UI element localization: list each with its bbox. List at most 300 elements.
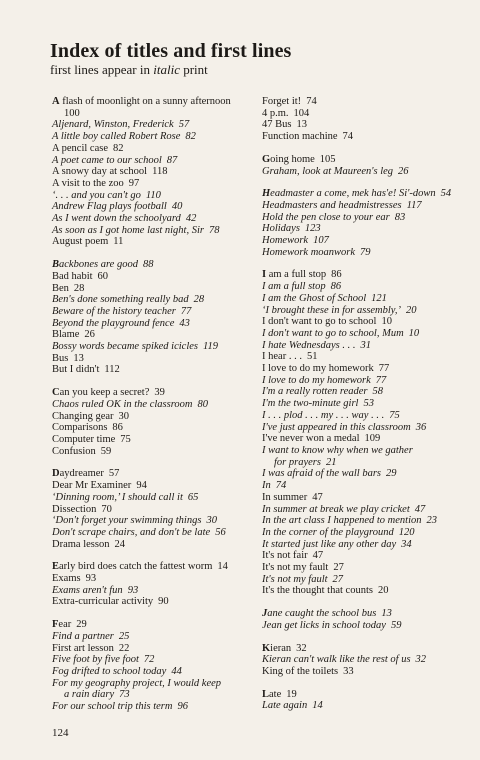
entry-title: Changing gear [52, 410, 114, 422]
entry-title: In summer at break we play cricket [262, 503, 410, 515]
subtitle-end: print [179, 62, 208, 77]
index-entry [262, 200, 472, 212]
entry-title: Find a partner [52, 630, 114, 642]
section-letter: K [262, 642, 271, 654]
entry-title: It's not my fault [262, 573, 328, 585]
index-entry [52, 259, 252, 271]
entry-page-number: 40 [171, 201, 183, 213]
entry-page-number: 88 [142, 259, 154, 271]
index-entry [52, 271, 252, 283]
index-entry [262, 585, 472, 597]
entry-title: I am the Ghost of School [262, 292, 367, 304]
index-entry [262, 574, 472, 586]
entry-title: Aljenard, Winston, Frederick [52, 119, 174, 131]
entry-page-number: 32 [296, 642, 307, 654]
index-entry [262, 562, 472, 574]
entry-title: I . . . plod . . . my . . . way . . . [262, 409, 385, 421]
entry-page-number: 20 [377, 585, 389, 597]
index-entry [52, 504, 252, 516]
index-entry [262, 504, 472, 516]
entry-page-number: 105 [319, 153, 336, 165]
entry-title: I want to know why when we gather [262, 444, 413, 456]
entry-title: ackbones are good [59, 259, 138, 271]
entry-title: 47 Bus [262, 119, 292, 131]
entry-page-number: 28 [193, 294, 205, 306]
index-entry [52, 294, 252, 306]
entry-page-number: 77 [378, 363, 390, 375]
index-entry [262, 654, 472, 666]
entry-page-number: 60 [97, 270, 109, 282]
entry-page-number: 74 [342, 131, 354, 143]
index-entry [262, 410, 472, 422]
entry-page-number: 121 [371, 292, 387, 304]
entry-title: As I went down the schoolyard [52, 213, 181, 225]
entry-title: Drama lesson [52, 538, 110, 550]
entry-title: Andrew Flag plays football [52, 201, 167, 213]
section-letter: B [52, 259, 60, 271]
entry-continuation [52, 689, 252, 701]
index-entry [52, 213, 252, 225]
entry-page-number: 57 [178, 119, 190, 131]
index-entry [52, 643, 252, 655]
entry-page-number: 78 [208, 224, 220, 236]
section-gap [52, 550, 252, 561]
index-entry [262, 492, 472, 504]
entry-page-number: 117 [406, 199, 422, 211]
entry-page-number: 30 [206, 515, 217, 527]
entry-title: But I didn't [52, 364, 100, 376]
entry-page-number: 14 [312, 700, 323, 712]
index-entry [52, 201, 252, 213]
index-entry [52, 364, 252, 376]
entry-title: eadmaster a come, mek has'e! Si'-down [270, 188, 436, 200]
entry-title: A visit to the zoo [52, 177, 124, 189]
index-entry [52, 411, 252, 423]
entry-title: A snowy day at school [52, 166, 148, 178]
entry-page-number: 56 [215, 526, 226, 538]
entry-title: Jean get licks in school today [262, 619, 386, 631]
section-gap [52, 376, 252, 387]
entry-title: ane caught the school bus [267, 608, 377, 620]
entry-title: I'm the two-minute girl [262, 398, 359, 410]
index-entry [262, 515, 472, 527]
index-entry [52, 468, 252, 480]
entry-page-number: 53 [363, 398, 374, 410]
entry-page-number: 24 [114, 538, 125, 550]
index-entry [52, 119, 252, 131]
entry-title: I love to do my homework [262, 363, 374, 375]
entry-page-number: 22 [118, 642, 130, 654]
entry-title: Late again [262, 700, 308, 712]
index-entry [52, 492, 252, 504]
section-letter: F [52, 619, 59, 631]
index-entry [262, 363, 472, 375]
entry-page-number: 75 [389, 409, 400, 421]
entry-title: ‘I brought these in for assembly,’ [262, 304, 402, 316]
entry-title: I was afraid of the wall bars [262, 468, 382, 480]
section-letter: C [52, 387, 60, 399]
entry-title: I hear . . . [262, 351, 302, 363]
entry-title: Fog drifted to school today [52, 665, 167, 677]
section-gap [52, 608, 252, 619]
entry-page-number: 65 [187, 491, 199, 503]
index-entry [52, 155, 252, 167]
index-entry [262, 281, 472, 293]
section-letter: L [262, 688, 270, 700]
index-entry [262, 375, 472, 387]
entry-title: aydreamer [59, 468, 104, 480]
index-entry [52, 422, 252, 434]
index-entry [262, 608, 472, 620]
entry-title: Kieran can't walk like the rest of us [262, 654, 411, 666]
entry-title: Ben's done something really bad [52, 294, 189, 306]
entry-title: arly bird does catch the fattest worm [59, 561, 213, 573]
entry-title: Computer time [52, 433, 116, 445]
index-entry [262, 689, 472, 701]
entry-page-number: 75 [120, 433, 131, 445]
index-entry [262, 316, 472, 328]
entry-page-number: 79 [360, 246, 371, 258]
section-gap [52, 457, 252, 468]
index-entry [262, 445, 472, 468]
entry-page-number: 74 [275, 480, 287, 492]
index-entry [52, 539, 252, 551]
entry-page-number: 59 [390, 619, 402, 631]
section-gap [262, 678, 472, 689]
index-entry [262, 154, 472, 166]
entry-title: In summer [262, 491, 308, 503]
entry-page-number: 21 [325, 456, 337, 468]
section-gap [262, 632, 472, 643]
index-entry [262, 166, 472, 178]
section-letter: H [262, 188, 271, 200]
index-entry [262, 643, 472, 655]
entry-page-number: 86 [331, 269, 342, 281]
section-letter: I [262, 269, 267, 281]
entry-page-number: 93 [85, 573, 97, 585]
entry-title: I don't want to go to school, Mum [262, 327, 404, 339]
subtitle-italic-word: italic [153, 62, 180, 77]
index-entry [262, 386, 472, 398]
entry-title: For my geography project, I would keep [52, 677, 222, 689]
entry-page-number: 118 [152, 166, 168, 178]
index-entry [52, 515, 252, 527]
index-entry [262, 247, 472, 259]
index-entry [262, 398, 472, 410]
entry-page-number: 72 [143, 654, 155, 666]
section-gap [262, 143, 472, 154]
entry-page-number: 83 [394, 211, 406, 223]
index-entry [262, 468, 472, 480]
index-entry [52, 399, 252, 411]
entry-page-number: 13 [73, 352, 84, 364]
entry-page-number: 97 [128, 177, 140, 189]
entry-title: ear [58, 619, 72, 631]
index-entry [262, 119, 472, 131]
entry-title: Beyond the playground fence [52, 317, 175, 329]
entry-title: I am a full stop [262, 281, 326, 293]
section-letter: A [52, 96, 60, 107]
index-entry [52, 178, 252, 190]
index-entry [52, 166, 252, 178]
entry-page-number: 36 [415, 421, 427, 433]
entry-title: King of the toilets [262, 665, 339, 677]
entry-page-number: 73 [119, 689, 130, 701]
entry-title: ate [269, 688, 282, 700]
index-entry [52, 236, 252, 248]
entry-page-number: 80 [197, 398, 208, 410]
section-letter: J [262, 608, 268, 620]
entry-title: I'm a really rotten reader [262, 386, 368, 398]
entry-title: Bad habit [52, 270, 93, 282]
index-entry [262, 328, 472, 340]
index-entry [52, 387, 252, 399]
index-entry [52, 225, 252, 237]
entry-page-number: 70 [101, 503, 112, 515]
index-entry [262, 351, 472, 363]
index-entry [52, 318, 252, 330]
index-entry [262, 666, 472, 678]
entry-page-number: 31 [360, 339, 372, 351]
entry-title: First art lesson [52, 642, 114, 654]
page-number: 124 [52, 727, 69, 739]
index-entry [262, 620, 472, 632]
entry-page-number: 77 [180, 305, 192, 317]
index-entry [262, 223, 472, 235]
entry-page-number: 93 [127, 584, 139, 596]
entry-title: It's not my fault [262, 562, 329, 574]
index-entry [52, 678, 252, 701]
entry-title: Holidays [262, 223, 300, 235]
index-entry [52, 561, 252, 573]
section-gap [262, 177, 472, 188]
continuation-text: a rain diary [64, 689, 115, 701]
entry-page-number: 32 [415, 654, 427, 666]
entry-page-number: 109 [364, 433, 381, 445]
entry-page-number: 23 [426, 515, 438, 527]
entry-title: Homework moanwork [262, 246, 356, 258]
index-entry [52, 701, 252, 713]
index-entry [262, 433, 472, 445]
index-entry [262, 131, 472, 143]
entry-page-number: 34 [401, 538, 412, 550]
entry-page-number: 96 [177, 701, 188, 713]
entry-title: Blame [52, 329, 80, 341]
entry-title: Comparisons [52, 422, 108, 434]
entry-title: Five foot by five foot [52, 654, 139, 666]
entry-page-number: 110 [145, 189, 161, 201]
entry-title: ieran [270, 642, 292, 654]
entry-title: Homework [262, 235, 309, 247]
entry-page-number: 87 [166, 154, 178, 166]
entry-page-number: 47 [312, 550, 324, 562]
index-entry [52, 480, 252, 492]
entry-continuation [52, 108, 252, 120]
index-entry [262, 422, 472, 434]
entry-title: A little boy called Robert Rose [52, 131, 181, 143]
entry-page-number: 120 [398, 526, 415, 538]
entry-title: Exams aren't fun [52, 584, 123, 596]
index-entry [52, 666, 252, 678]
entry-page-number: 14 [217, 561, 228, 573]
entry-title: I've never won a medal [262, 433, 360, 445]
entry-page-number: 42 [185, 213, 197, 225]
entry-title: Graham, look at Maureen's leg [262, 165, 394, 177]
entry-page-number: 10 [408, 327, 420, 339]
index-entry [52, 573, 252, 585]
entry-title: For our school trip this term [52, 701, 173, 713]
index-entry [262, 212, 472, 224]
index-entry [262, 293, 472, 305]
index-entry [262, 305, 472, 317]
entry-title: Chaos ruled OK in the classroom [52, 398, 193, 410]
section-letter: G [262, 153, 271, 165]
section-letter: E [52, 561, 60, 573]
entry-title: an you keep a secret? [59, 387, 150, 399]
index-entry [52, 585, 252, 597]
index-entry [52, 596, 252, 608]
section-gap [262, 597, 472, 608]
entry-title: Forget it! [262, 96, 302, 107]
entry-title: I love to do my homework [262, 374, 371, 386]
entry-page-number: 107 [313, 235, 329, 247]
entry-title: Dissection [52, 503, 97, 515]
entry-page-number: 94 [136, 480, 147, 492]
entry-page-number: 86 [330, 281, 342, 293]
entry-title: I hate Wednesdays . . . [262, 339, 356, 351]
entry-page-number: 29 [76, 619, 87, 631]
index-entry [262, 539, 472, 551]
entry-page-number: 57 [108, 468, 120, 480]
entry-title: ‘Dinning room,’ I should call it [52, 491, 183, 503]
index-entry [262, 527, 472, 539]
entry-page-number: 13 [296, 119, 307, 131]
entry-title: Bus [52, 352, 69, 364]
entry-page-number: 25 [118, 630, 130, 642]
entry-title: A pencil case [52, 142, 108, 154]
entry-title: Beware of the history teacher [52, 305, 176, 317]
entry-page-number: 47 [312, 491, 323, 503]
entry-title: I've just appeared in this classroom [262, 421, 411, 433]
entry-title: Don't scrape chairs, and don't be late [52, 526, 211, 538]
index-entry [52, 143, 252, 155]
entry-page-number: 11 [113, 236, 124, 248]
index-entry [52, 96, 252, 119]
entry-title: Function machine [262, 131, 338, 143]
entry-page-number: 77 [375, 374, 387, 386]
right-column [262, 96, 472, 712]
index-entry [52, 446, 252, 458]
entry-continuation [262, 457, 472, 469]
entry-page-number: 104 [293, 107, 310, 119]
entry-page-number: 59 [100, 445, 112, 457]
section-gap [262, 258, 472, 269]
entry-title: flash of moonlight on a sunny afternoon [59, 96, 231, 107]
entry-title: I don't want to go to school [262, 316, 377, 328]
entry-page-number: 27 [332, 573, 344, 585]
entry-page-number: 112 [104, 364, 120, 376]
entry-title: 4 p.m. [262, 107, 289, 119]
entry-title: Hold the pen close to your ear [262, 211, 390, 223]
index-entry [52, 306, 252, 318]
entry-title: oing home [270, 153, 315, 165]
entry-page-number: 13 [381, 608, 392, 620]
entry-page-number: 51 [306, 351, 318, 363]
entry-page-number: 19 [286, 688, 297, 700]
entry-title: Bossy words became spiked icicles [52, 341, 198, 353]
index-entry [52, 329, 252, 341]
index-entry [262, 235, 472, 247]
entry-title: Dear Mr Examiner [52, 480, 132, 492]
page-subtitle [50, 62, 208, 78]
entry-title: It's the thought that counts [262, 585, 373, 597]
entry-page-number: 28 [73, 282, 85, 294]
entry-title: Ben [52, 282, 69, 294]
entry-page-number: 39 [154, 387, 165, 399]
entry-page-number: 33 [343, 665, 354, 677]
entry-page-number: 20 [406, 304, 417, 316]
index-entry [52, 527, 252, 539]
index-entry [262, 188, 472, 200]
entry-page-number: 123 [304, 223, 321, 235]
entry-title: Exams [52, 573, 81, 585]
continuation-text: 100 [64, 107, 80, 119]
entry-page-number: 10 [381, 316, 392, 328]
entry-page-number: 43 [179, 317, 190, 329]
entry-page-number: 82 [112, 142, 124, 154]
entry-page-number: 74 [306, 96, 317, 107]
index-entry [52, 341, 252, 353]
index-entry [52, 619, 252, 631]
index-entry [52, 631, 252, 643]
section-letter: D [52, 468, 60, 480]
index-entry [262, 108, 472, 120]
entry-page-number: 54 [440, 188, 452, 200]
entry-title: It's not fair [262, 550, 308, 562]
entry-page-number: 58 [372, 386, 383, 398]
continuation-text: for prayers [274, 456, 321, 468]
entry-page-number: 119 [203, 341, 218, 353]
page-title: Index of titles and first lines [50, 40, 292, 62]
entry-title: ‘Don't forget your swimming things [52, 515, 202, 527]
section-gap [52, 248, 252, 259]
entry-title: ‘. . . and you can't go [52, 189, 141, 201]
entry-page-number: 82 [185, 131, 196, 143]
entry-page-number: 27 [333, 562, 344, 574]
entry-title: It started just like any other day [262, 538, 397, 550]
entry-title: A poet came to our school [52, 154, 162, 166]
entry-page-number: 47 [414, 503, 426, 515]
index-entry [52, 131, 252, 143]
index-entry [52, 353, 252, 365]
entry-title: As soon as I got home last night, Sir [52, 224, 204, 236]
left-column [52, 96, 252, 713]
entry-page-number: 26 [84, 329, 95, 341]
entry-title: Extra-curricular activity [52, 596, 154, 608]
entry-page-number: 30 [118, 410, 130, 422]
entry-title: am a full stop [266, 269, 327, 281]
index-entry [262, 480, 472, 492]
entry-page-number: 90 [158, 596, 169, 608]
entry-page-number: 44 [171, 665, 182, 677]
subtitle-text: first lines appear in [50, 62, 154, 77]
entry-page-number: 26 [398, 165, 409, 177]
entry-title: August poem [52, 236, 109, 248]
entry-page-number: 29 [386, 468, 397, 480]
index-entry [52, 654, 252, 666]
index-entry [52, 283, 252, 295]
index-entry [262, 700, 472, 712]
